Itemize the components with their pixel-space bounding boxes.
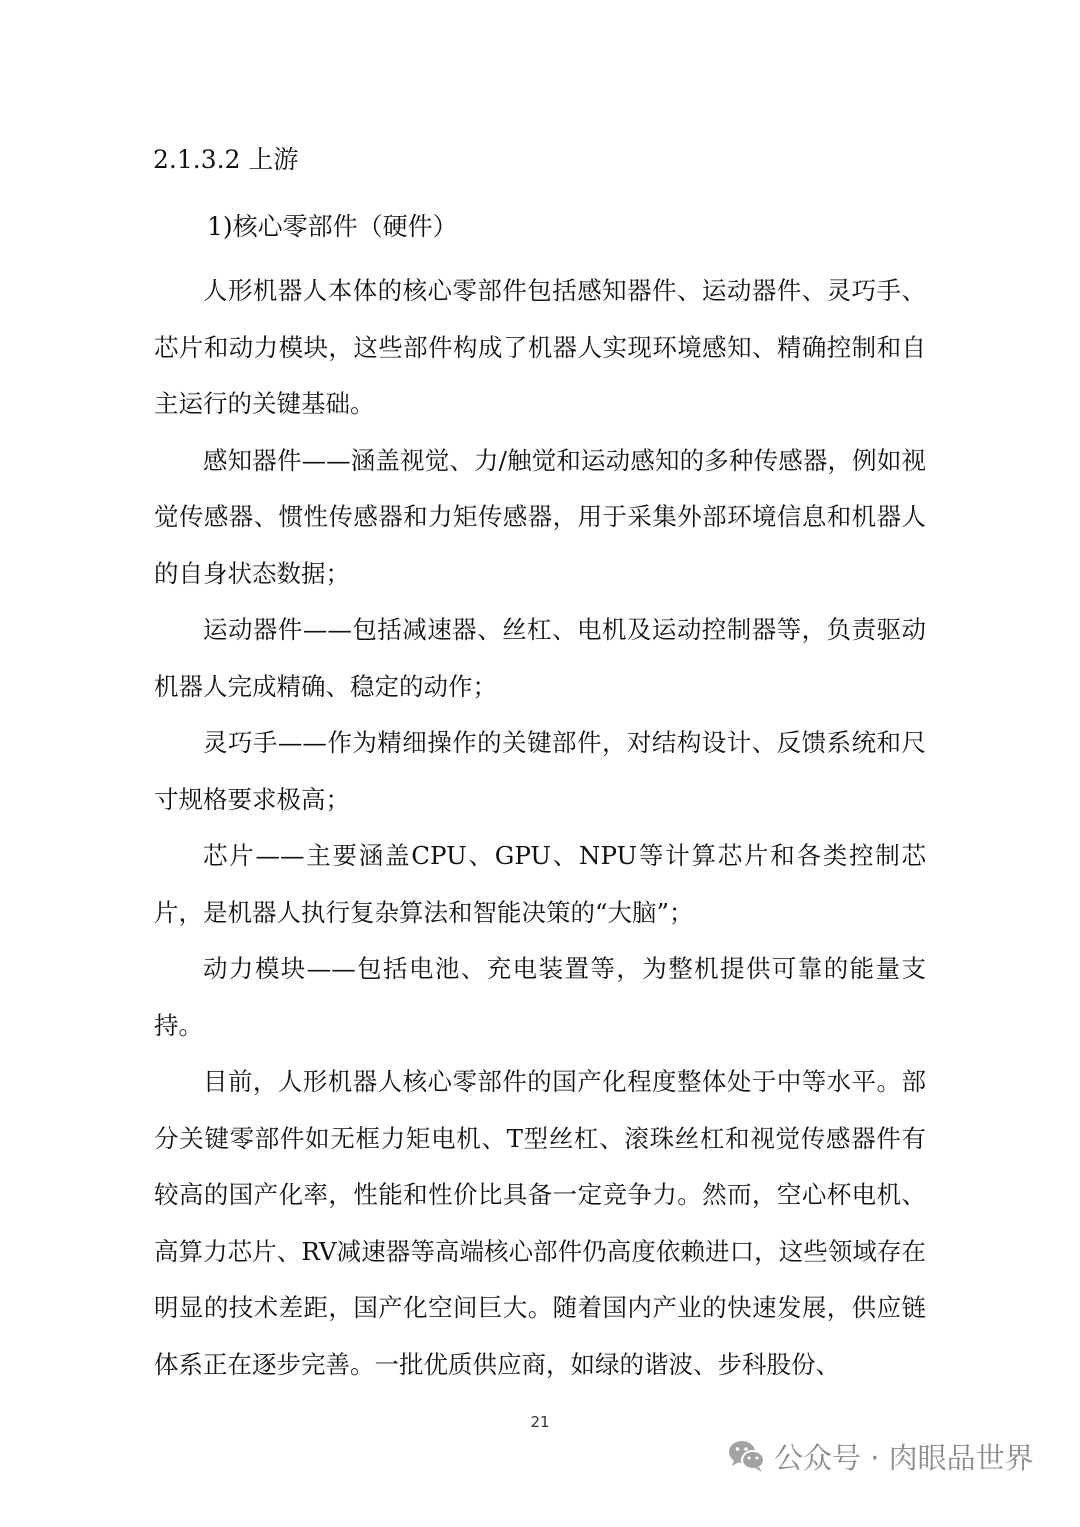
paragraph: 灵巧手——作为精细操作的关键部件，对结构设计、反馈系统和尺寸规格要求极高；: [154, 728, 926, 814]
page-number: 21: [530, 1413, 550, 1431]
wechat-icon: [728, 1439, 766, 1473]
section-heading: 2.1.3.2 上游: [153, 145, 299, 174]
watermark-text: 公众号 · 肉眼品世界: [774, 1440, 1034, 1475]
paragraph: 运动器件——包括减速器、丝杠、电机及运动控制器等，负责驱动机器人完成精确、稳定的动作；: [154, 615, 926, 701]
paragraph: 芯片——主要涵盖CPU、GPU、NPU等计算芯片和各类控制芯片，是机器人执行复杂算法和智能决策的“大脑”；: [154, 841, 926, 927]
paragraph: 感知器件——涵盖视觉、力/触觉和运动感知的多种传感器，例如视觉传感器、惯性传感器和力矩传感器，用于采集外部环境信息和机器人的自身状态数据；: [154, 445, 926, 588]
body-text: [154, 263, 926, 1393]
paragraph: 人形机器人本体的核心零部件包括感知器件、运动器件、灵巧手、芯片和动力模块，这些部件构成了机器人实现环境感知、精确控制和自主运行的关键基础。: [154, 276, 926, 418]
subheading: 1)核心零部件（硬件）: [207, 212, 458, 241]
watermark: [728, 1432, 1034, 1480]
paragraph: 目前，人形机器人核心零部件的国产化程度整体处于中等水平。部分关键零部件如无框力矩电机、T型丝杠、滚珠丝杠和视觉传感器件有较高的国产化率，性能和性价比具备一定竞争力。然而，空心杯电机、高算力芯片、RV减速器等高端核心部件仍高度依赖进口，这些领域存在明显的技术差距，国产化空间巨大。随着国内产业的快速发展，供应链体系正在逐步完善。一批优质供应商，如绿的谐波、步科股份、: [154, 1067, 926, 1379]
paragraph: 动力模块——包括电池、充电装置等，为整机提供可靠的能量支持。: [154, 954, 926, 1040]
